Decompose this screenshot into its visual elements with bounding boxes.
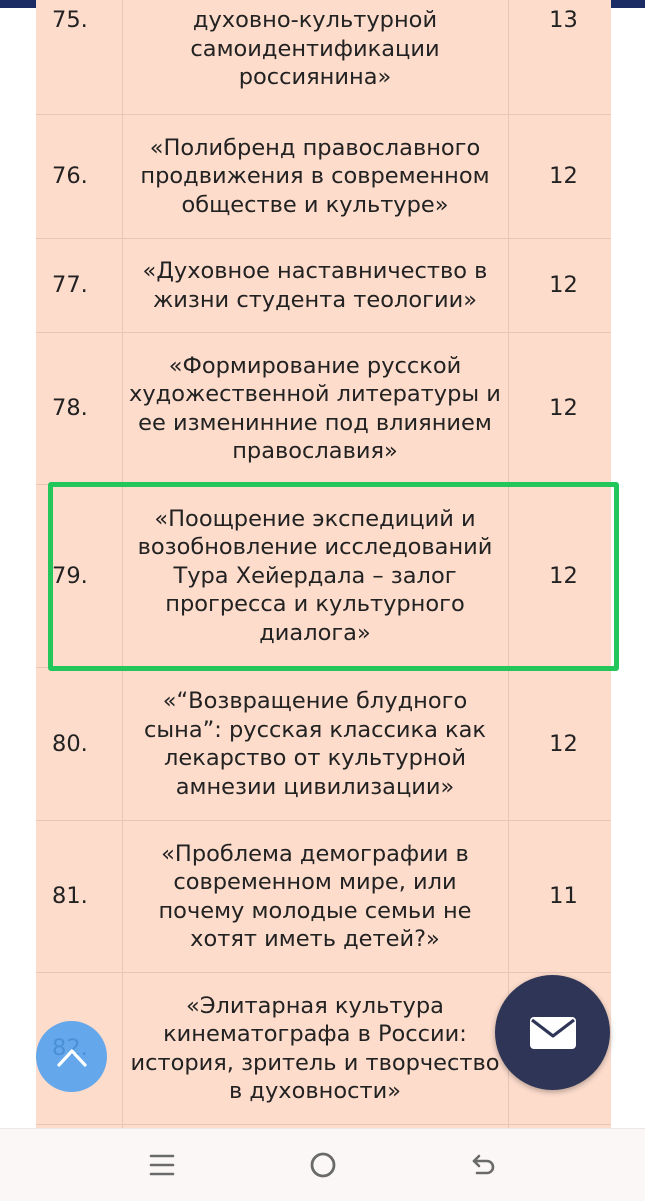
row-number: 76. xyxy=(52,163,88,190)
table-row xyxy=(36,115,611,239)
table-row xyxy=(36,0,611,115)
row-title: «Проблема демографии в современном мире, или почему молодые семьи не хотят иметь детей?» xyxy=(158,840,472,952)
row-title: духовно-культурной самоидентификации россиянина» xyxy=(190,7,440,90)
menu-lines-icon xyxy=(148,1151,176,1179)
row-count: 12 xyxy=(549,163,578,190)
row-count: 12 xyxy=(549,562,578,589)
table-row xyxy=(36,821,611,973)
back-arrow-icon xyxy=(469,1150,499,1180)
row-number: 75. xyxy=(52,7,88,33)
contact-mail-button[interactable] xyxy=(495,975,610,1090)
row-title: «Полибренд православного продвижения в современном обществе и культуре» xyxy=(140,134,490,218)
row-number: 79. xyxy=(52,562,88,589)
row-count: 12 xyxy=(549,395,578,422)
back-button[interactable] xyxy=(466,1147,502,1183)
row-title: «“Возвращение блудного сына”: русская классика как лекарство от культурной амнезии цивилизации» xyxy=(143,688,487,800)
table-row xyxy=(36,333,611,485)
home-button[interactable] xyxy=(305,1147,341,1183)
home-circle-icon xyxy=(308,1150,338,1180)
highlight-frame xyxy=(48,482,619,671)
recent-apps-button[interactable] xyxy=(144,1147,180,1183)
row-title: «Формирование русской художественной литературы и ее изменинние под влиянием православия» xyxy=(129,352,501,464)
chevron-up-icon xyxy=(55,1046,89,1068)
system-navigation-bar xyxy=(0,1128,645,1201)
row-count: 12 xyxy=(549,730,578,757)
row-number: 77. xyxy=(52,272,88,299)
row-title: «Поощрение экспедиций и возобновление исследований Тура Хейердала – залог прогресса и культурного диалога» xyxy=(137,505,493,646)
envelope-icon xyxy=(528,1015,578,1051)
row-number: 81. xyxy=(52,883,88,910)
table-row xyxy=(36,668,611,821)
scroll-to-top-button[interactable] xyxy=(36,1021,107,1092)
row-title: «Элитарная культура кинематографа в России: история, зритель и творчество в духовности» xyxy=(130,992,500,1104)
row-count: 12 xyxy=(549,272,578,299)
table-row xyxy=(36,239,611,333)
row-count: 11 xyxy=(549,883,578,910)
row-number: 80. xyxy=(52,730,88,757)
row-number: 78. xyxy=(52,395,88,422)
row-title: «Духовное наставничество в жизни студента теологии» xyxy=(142,258,488,313)
row-count: 13 xyxy=(549,7,578,33)
